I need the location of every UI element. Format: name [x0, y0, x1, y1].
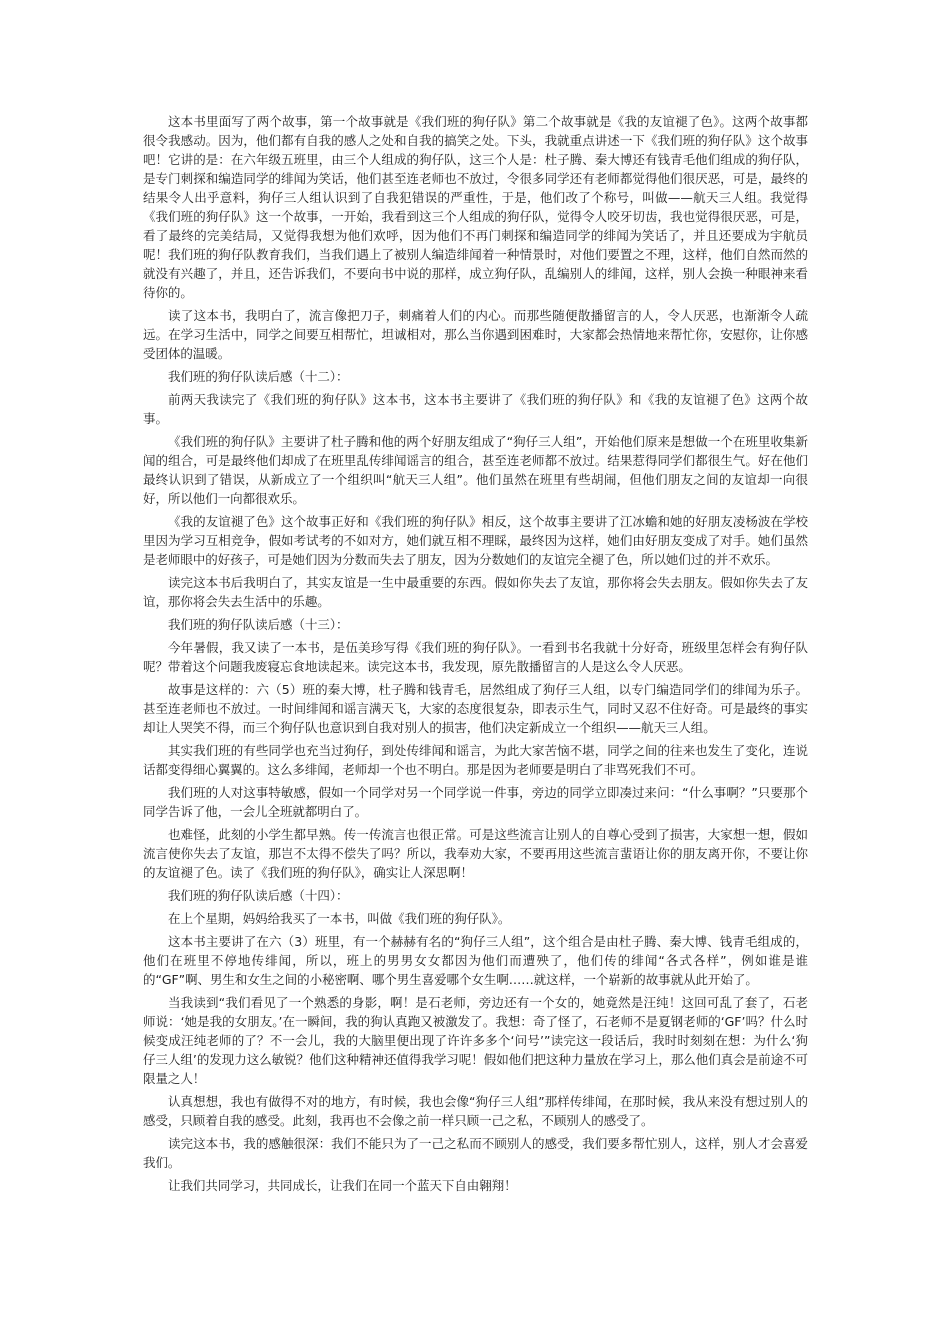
paragraph: 故事是这样的：六（5）班的秦大博，杜子腾和钱青毛，居然组成了狗仔三人组，以专门编造同学们的绯闻为乐子。甚至连老师也不放过。一时间绯闻和谣言满天飞，大家的态度很复杂，即表示生气，同时又忍不住好奇。可是最终的事实却让人哭笑不得，而三个狗仔队也意识到自我对别人的损害，他们决定新成立一个组织——航天三人组。	[143, 682, 808, 735]
paragraph: 当我读到“我们看见了一个熟悉的身影，啊！是石老师，旁边还有一个女的，她竟然是汪纯！这回可乱了套了，石老师说：‘她是我的女朋友。’在一瞬间，我的狗认真跑又被激发了。我想：奇了怪了，石老师不是夏钢老师的‘GF’吗？什么时候变成汪纯老师的了？不一会儿，我的大脑里便出现了许许多多个‘问号’”读完这一段话后，我时时刻刻在想：为什么‘狗仔三人组’的发现力这么敏锐？他们这种精神还值得我学习呢！假如他们把这种力量放在学习上，那么他们真会是前途不可限量之人！	[143, 995, 808, 1086]
paragraph: 也难怪，此刻的小学生都早熟。传一传流言也很正常。可是这些流言让别人的自尊心受到了损害，大家想一想，假如流言使你失去了友谊，那岂不太得不偿失了吗？所以，我奉劝大家，不要再用这些流言蜚语让你的朋友离开你，不要让你的友谊褪了色。读了《我们班的狗仔队》，确实让人深思啊！	[143, 827, 808, 880]
paragraph: 其实我们班的有些同学也充当过狗仔，到处传绯闻和谣言，为此大家苦恼不堪，同学之间的往来也发生了变化，连说话都变得细心翼翼的。这么多绯闻，老师却一个也不明白。那是因为老师要是明白了非骂死我们不可。	[143, 743, 808, 777]
paragraph: 这本书主要讲了在六（3）班里，有一个赫赫有名的“狗仔三人组”，这个组合是由杜子腾、秦大博、钱青毛组成的，他们在班里不停地传绯闻，所以，班上的男男女女都因为他们而遭殃了，他们传的绯闻“各式各样”，例如谁是谁的“GF”啊、男生和女生之间的小秘密啊、哪个男生喜爱哪个女生啊……就这样，一个崭新的故事就从此开始了。	[143, 934, 808, 987]
paragraph: 《我的友谊褪了色》这个故事正好和《我们班的狗仔队》相反，这个故事主要讲了江冰蟾和她的好朋友凌杨波在学校里因为学习互相竞争，假如考试考的不如对方，她们就互相不理睬，最终因为这样，她们由好朋友变成了对手。她们虽然是老师眼中的好孩子，可是她们因为分数而失去了朋友，因为分数她们的友谊完全褪了色，所以她们过的并不欢乐。	[143, 514, 808, 567]
paragraph: 读完这本书，我的感触很深：我们不能只为了一己之私而不顾别人的感受，我们要多帮忙别人，这样，别人才会喜爱我们。	[143, 1136, 808, 1170]
section-heading: 我们班的狗仔队读后感（十二）：	[168, 369, 349, 384]
paragraph: 认真想想，我也有做得不对的地方，有时候，我也会像“狗仔三人组”那样传绯闻，在那时候，我从来没有想过别人的感受，只顾着自我的感受。此刻，我再也不会像之前一样只顾一己之私，不顾别人的感受了。	[143, 1094, 808, 1128]
section-heading: 我们班的狗仔队读后感（十三）：	[168, 617, 349, 632]
paragraph: 今年暑假，我又读了一本书，是伍美珍写得《我们班的狗仔队》。一看到书名我就十分好奇，班级里怎样会有狗仔队呢？带着这个问题我废寝忘食地读起来。读完这本书，我发现，原先散播留言的人是这么令人厌恶。	[143, 640, 808, 674]
document-page	[143, 112, 808, 1199]
paragraph: 在上个星期，妈妈给我买了一本书，叫做《我们班的狗仔队》。	[168, 911, 511, 926]
paragraph: 这本书里面写了两个故事，第一个故事就是《我们班的狗仔队》第二个故事就是《我的友谊褪了色》。这两个故事都很令我感动。因为，他们都有自我的感人之处和自我的搞笑之处。下头，我就重点讲述一下《我们班的狗仔队》这个故事吧！它讲的是：在六年级五班里，由三个人组成的狗仔队，这三个人是：杜子腾、秦大博还有钱青毛他们组成的狗仔队，是专门刺探和编造同学的绯闻为笑话，他们甚至连老师也不放过，令很多同学还有老师都觉得他们很厌恶，可是，最终的结果令人出乎意料，狗仔三人组认识到了自我犯错误的严重性，于是，他们改了个称号，叫做——航天三人组。我觉得《我们班的狗仔队》这一个故事，一开始，我看到这三个人组成的狗仔队，觉得令人咬牙切齿，我也觉得很厌恶，可是，看了最终的完美结局，又觉得我想为他们欢呼，因为他们不再门刺探和编造同学的绯闻为笑话了，并且还要成为宇航员呢！我们班的狗仔队教育我们，当我们遇上了被别人编造绯闻着一种情景时，对他们要置之不理，这样，他们自然而然的就没有兴趣了，并且，还告诉我们，不要向书中说的那样，成立狗仔队，乱编别人的绯闻，这样，别人会换一种眼神来看待你的。	[143, 114, 808, 300]
paragraph: 读完这本书后我明白了，其实友谊是一生中最重要的东西。假如你失去了友谊，那你将会失去朋友。假如你失去了友谊，那你将会失去生活中的乐趣。	[143, 575, 808, 609]
paragraph: 我们班的人对这事特敏感，假如一个同学对另一个同学说一件事，旁边的同学立即凑过来问：“什么事啊？”只要那个同学告诉了他，一会儿全班就都明白了。	[143, 785, 808, 819]
paragraph: 读了这本书，我明白了，流言像把刀子，刺痛着人们的内心。而那些随便散播留言的人，令人厌恶，也渐渐令人疏远。在学习生活中，同学之间要互相帮忙，坦诚相对，那么当你遇到困难时，大家都会热情地来帮忙你，安慰你，让你感受团体的温暖。	[143, 308, 808, 361]
paragraph: 让我们共同学习，共同成长，让我们在同一个蓝天下自由翱翔！	[168, 1178, 517, 1193]
section-heading: 我们班的狗仔队读后感（十四）：	[168, 888, 349, 903]
paragraph: 《我们班的狗仔队》主要讲了杜子腾和他的两个好朋友组成了“狗仔三人组”，开始他们原来是想做一个在班里收集新闻的组合，可是最终他们却成了在班里乱传绯闻谣言的组合，甚至连老师都不放过。结果惹得同学们都很生气。好在他们最终认识到了错误，从新成立了一个组织叫“航天三人组”。他们虽然在班里有些胡闹，但他们朋友之间的友谊却一向很好，所以他们一向都很欢乐。	[143, 434, 808, 506]
paragraph: 前两天我读完了《我们班的狗仔队》这本书，这本书主要讲了《我们班的狗仔队》和《我的友谊褪了色》这两个故事。	[143, 392, 808, 426]
